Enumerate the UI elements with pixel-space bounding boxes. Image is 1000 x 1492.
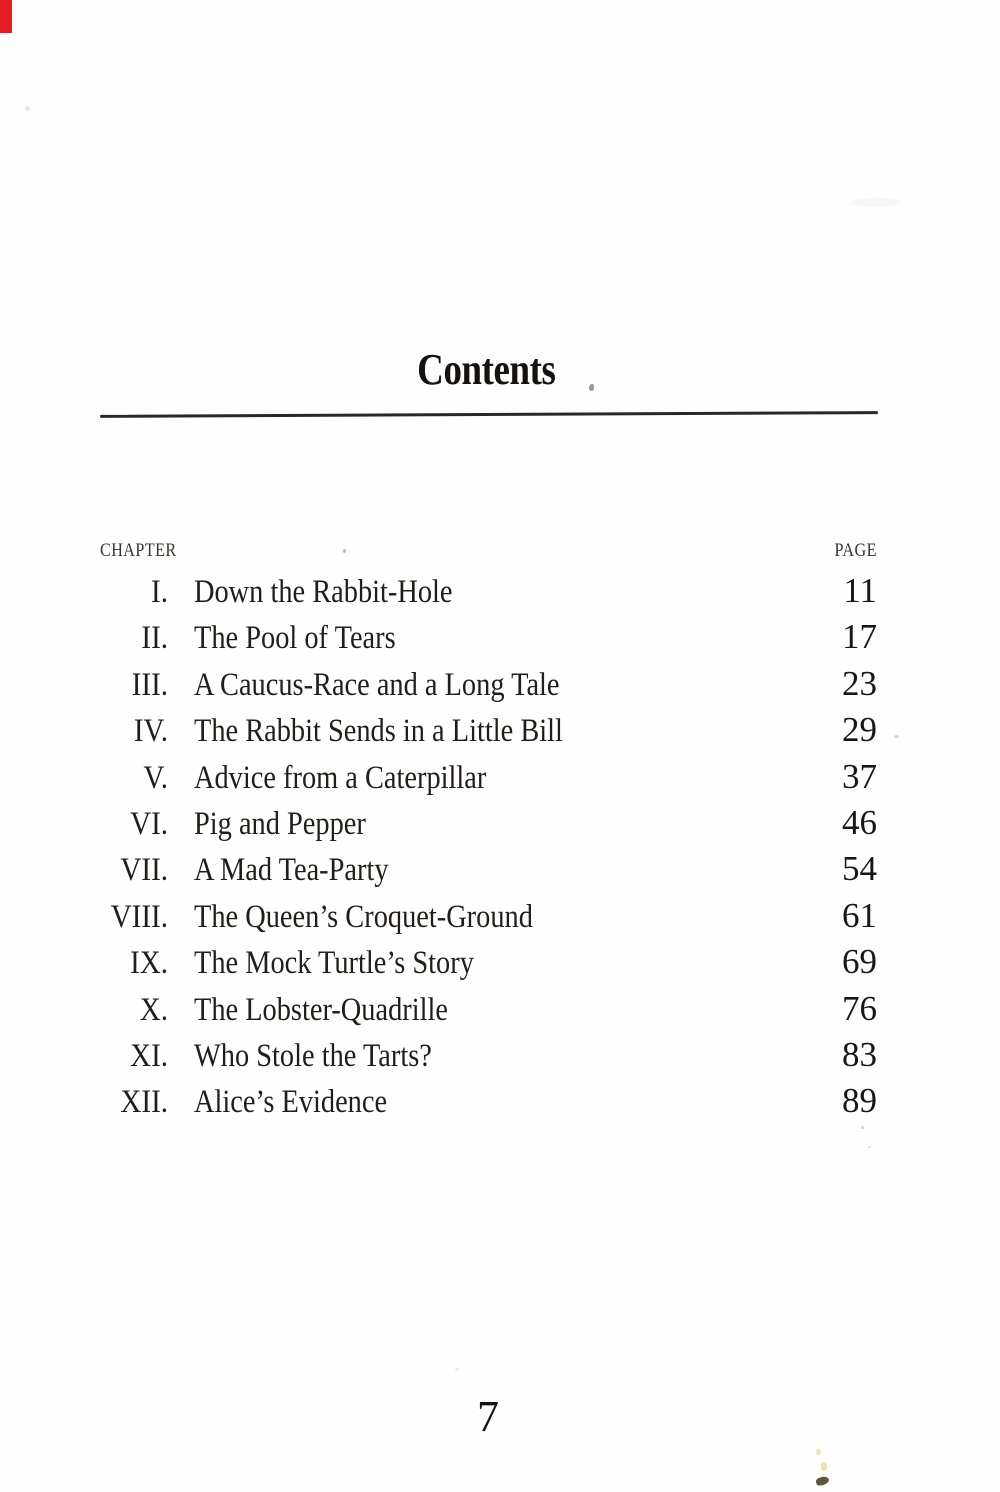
chapter-title: The Pool of Tears <box>194 620 396 657</box>
scan-speck <box>861 1126 864 1129</box>
chapter-title: A Mad Tea-Party <box>194 852 389 889</box>
toc-row <box>100 846 877 892</box>
chapter-title: Pig and Pepper <box>194 805 366 842</box>
chapter-title: The Queen’s Croquet-Ground <box>194 898 533 935</box>
chapter-numeral: XII. <box>120 1084 168 1121</box>
chapter-numeral: II. <box>141 620 168 657</box>
chapter-page-number: 37 <box>842 756 877 796</box>
page-number: 7 <box>477 1392 499 1441</box>
scan-speck <box>589 384 594 391</box>
scan-speck <box>25 106 30 111</box>
scan-speck <box>455 1368 459 1371</box>
toc-row <box>100 661 877 707</box>
chapter-page-number: 61 <box>842 895 877 935</box>
chapter-title: Alice’s Evidence <box>194 1084 388 1121</box>
page-column-label: PAGE <box>834 540 877 561</box>
toc-rows <box>100 568 877 1125</box>
chapter-title: The Rabbit Sends in a Little Bill <box>194 713 563 750</box>
chapter-numeral: V. <box>143 759 168 796</box>
chapter-numeral: XI. <box>130 1037 168 1074</box>
toc-row <box>100 939 877 985</box>
table-of-contents <box>100 541 877 1125</box>
red-edge-mark <box>0 0 12 33</box>
chapter-numeral: IV. <box>133 713 168 750</box>
toc-row <box>100 707 877 753</box>
chapter-numeral: X. <box>139 991 168 1028</box>
title-area <box>0 344 972 395</box>
chapter-numeral: IX. <box>130 945 168 982</box>
toc-row <box>100 986 877 1032</box>
title-divider-rule <box>100 411 878 418</box>
chapter-page-number: 83 <box>842 1034 877 1074</box>
page-title: Contents <box>416 345 556 394</box>
scan-speck <box>868 1146 871 1148</box>
toc-column-headers <box>100 541 877 568</box>
scan-speck <box>894 735 899 738</box>
chapter-page-number: 46 <box>842 802 877 842</box>
toc-row <box>100 614 877 660</box>
chapter-numeral: VIII. <box>110 898 168 935</box>
chapter-numeral: III. <box>131 666 168 703</box>
scan-smudge <box>850 198 902 207</box>
chapter-title: Down the Rabbit-Hole <box>194 574 453 610</box>
chapter-numeral: I. <box>151 574 168 610</box>
toc-row <box>100 568 877 614</box>
scan-stain <box>816 1449 821 1455</box>
chapter-page-number: 11 <box>843 571 877 610</box>
chapter-title: A Caucus-Race and a Long Tale <box>194 666 560 703</box>
chapter-page-number: 76 <box>842 988 877 1028</box>
chapter-title: The Mock Turtle’s Story <box>194 945 474 982</box>
toc-row <box>100 800 877 846</box>
chapter-page-number: 89 <box>842 1081 877 1121</box>
toc-row <box>100 1078 877 1124</box>
chapter-title: Advice from a Caterpillar <box>194 759 487 796</box>
toc-row <box>100 754 877 800</box>
chapter-column-label: CHAPTER <box>100 540 177 561</box>
chapter-numeral: VII. <box>120 852 168 889</box>
chapter-title: The Lobster-Quadrille <box>194 991 448 1028</box>
chapter-page-number: 69 <box>842 942 877 982</box>
toc-row <box>100 1032 877 1078</box>
chapter-page-number: 54 <box>842 849 877 889</box>
toc-row <box>100 893 877 939</box>
scan-speck <box>343 549 346 553</box>
scan-stain <box>821 1462 827 1471</box>
scan-ink-blot <box>815 1476 830 1487</box>
chapter-page-number: 29 <box>842 710 877 750</box>
chapter-numeral: VI. <box>130 805 168 842</box>
chapter-page-number: 17 <box>842 617 877 657</box>
chapter-title: Who Stole the Tarts? <box>194 1037 432 1074</box>
chapter-page-number: 23 <box>842 663 877 703</box>
